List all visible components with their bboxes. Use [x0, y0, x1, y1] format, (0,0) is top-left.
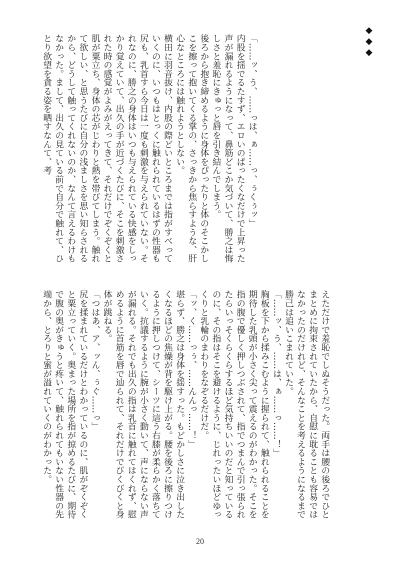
scene-break-marks: ◆◆◆ — [364, 26, 374, 59]
lower-text-body: えただけで羞恥でしぬそうだった。両手は腰の後ろでひとまとめに拘束されていたから、自慰に耽ることも容易ではなかったのだけれど、そんなことを考えるようになるまで勝己は追いこまれていた。 「……ッ、う、……は、ぁ……っ……！」 胸板を下から揉みこむように握られて、触れられることを期待した乳頭が小さく尖って震えるのがわかった。そこを指の腹で優しく押しつぶされて、指でつまんで引っ張られたらいっそくらくらするほど気持ちいいのだと知っているのに、その指はそこを避けるように、じれったいほどゆっくりと乳輪のまわりをなぞるだけだ。 「ッ、く……っぅ、……んんっ……！」 堪らず、勝之は身体を揺すった。もどかしさに泣き出したくなるほどの焦燥が背を駆け上がる。腰を後ろに擦りつけるように押しつけて、シーツに這う右膝が柔らかく落ちていく。抗議するように腕が小さく動いて、声にならない声が漏れる。それでも出久の指は乳首に触れてはくれず、慰めるように首筋を唇で辿られて、それだけでびくびくと身体が跳ねる。 「つはあ、ア、ッん、ぅぐ……っ」 尻を揉まれているだけとわかっているのに、肌がぞくぞくと粟立っていく。奥まった場所を指が掠めるたびに、期待で腹の奥がきゅうと疼いて、触れられてもいない性器の先端から、とろりと蜜が溢れていくのがわかった。 — [41, 290, 330, 519]
upper-text-tier — [40, 34, 360, 270]
lower-text-tier — [40, 290, 360, 526]
upper-text-body: 「……ッ、う、……っは、ぁ……っ、ぅくぅッ」 内股を揺でるたすず、エロいのぱったくなだけで上昇った声が漏れるようになって、鼻筋どこか気づいて、勝之は悔しさと羞恥にきゅっと唇を引き結んでしまう。 後ろから抱き締めるように身体をぴったりと体のそこかしこを擦って抱いてくる掌の、さっきから焦らすような、肝心なところには触れようとしない。 横田に羽音抜け、内股の際どいところまでは指がすべっていくのに、いつもはとっくに触れられているはずの性器も尻も、乳首すら今日は一度も刺激を与えられていない。それなのに、勝之の身体はいつも与えられている快感をしっかり覚えていて、出久の手が近づくたびに、そこを刺激された時の感覚がよみがえってきて、それだけでぞくぞくと肌が粟立ち、身体の芯がじわりと熱を帯びてしまう。触れて欲しい、と思うたびに自分の浅ましさを思い知らされるから、どうして触ってくれないのか、なんて言えるわけもなかった。まして、出久の見ている前で自分で触れて、ひとり欲望を貪る姿を晒すなんて、考 — [41, 34, 257, 263]
page-number: 20 — [196, 537, 204, 546]
